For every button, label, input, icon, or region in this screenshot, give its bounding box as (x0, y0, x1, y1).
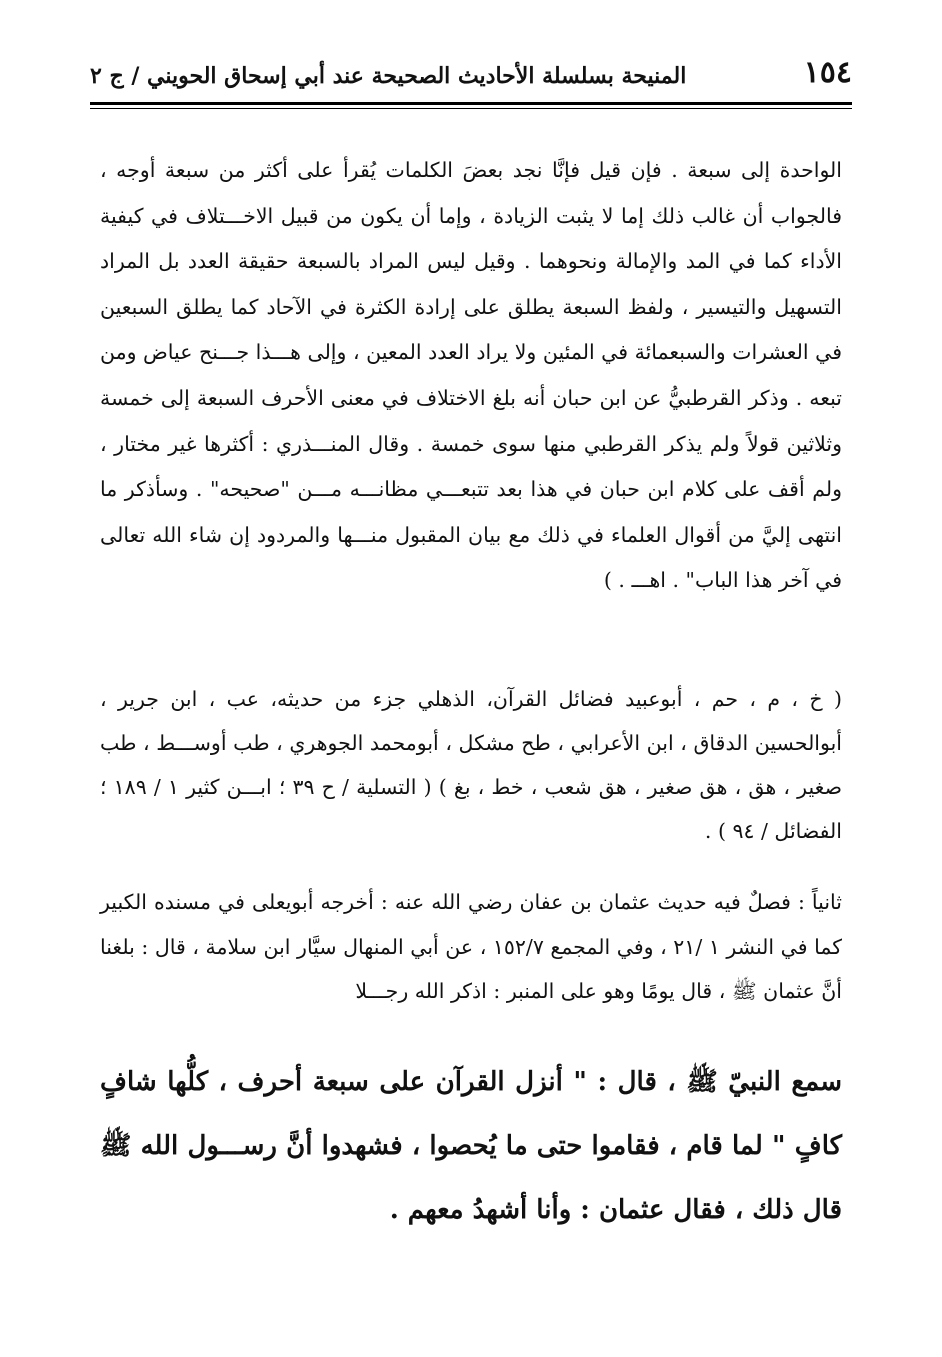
running-title: المنيحة بسلسلة الأحاديث الصحيحة عند أبي إسحاق الحويني / ج ٢ (90, 63, 687, 89)
page-number: ١٥٤ (803, 55, 852, 90)
page-header (90, 52, 852, 100)
header-rule-thick (90, 102, 852, 105)
paragraph-commentary: الواحدة إلى سبعة . فإن قيل فإنَّا نجد بعضَ الكلمات يُقرأ على أكثر من سبعة أوجه ، فالجواب أن غالب ذلك إما لا يثبت الزيادة ، وإما أن يكون من قبيل الاخـــتلاف في كيفية الأداء كما في المد والإمالة ونحوهما . وقيل ليس المراد بالسبعة حقيقة العدد بل المراد التسهيل والتيسير ، ولفظ السبعة يطلق على إرادة الكثرة في الآحاد كما يطلق السبعين في العشرات والسبعمائة في المئين ولا يراد العدد المعين ، وإلى هـــذا جـــنح عياض ومن تبعه . وذكر القرطبيُّ عن ابن حبان أنه بلغ الاختلاف في معنى الأحرف السبعة إلى خمسة وثلاثين قولاً ولم يذكر القرطبي منها سوى خمسة . وقال المنـــذري : أكثرها غير مختار ، ولم أقف على كلام ابن حبان في هذا بعد تتبعـــي مظانـــه مـــن "صحيحه" . وسأذكر ما انتهى إليَّ من أقوال العلماء في ذلك مع بيان المقبول منـــها والمردود إن شاء الله تعالى في آخر هذا الباب" . اهـــ . ) (100, 158, 842, 593)
paragraph-uthman-intro: ثانياً : فصلٌ فيه حديث عثمان بن عفان رضي الله عنه : أخرجه أبويعلى في مسنده الكبير كما في النشر ١ /٢١ ، وفي المجمع ١٥٢/٧ ، عن أبي المنهال سيَّار ابن سلامة ، قال : بلغنا أنَّ عثمان ﷺ ، قال يومًا وهو على المنبر : اذكر الله رجـــلا (100, 890, 842, 1003)
paragraph-sources: ( خ ، م ، حم ، أبوعبيد فضائل القرآن، الذهلي جزء من حديثه، عب ، ابن جرير ، أبوالحسين الدقاق ، ابن الأعرابي ، طح مشكل ، أبومحمد الجوهري ، طب أوســـط ، طب صغير ، هق ، هق صغير ، هق شعب ، خط ، بغ ) ( التسلية / ح ٣٩ ؛ ابـــن كثير ١ / ١٨٩ ؛ الفضائل / ٩٤ ) . (100, 687, 842, 843)
header-rule-thin (90, 108, 852, 109)
paragraph-hadith-text: سمع النبيّ ﷺ ، قال : " أنزل القرآن على سبعة أحرف ، كلُّها شافٍ كافٍ " لما قام ، فقاموا حتى ما يُحصوا ، فشهدوا أنَّ رســـول الله ﷺ قال ذلك ، فقال عثمان : وأنا أشهدُ معهم . (100, 1067, 842, 1225)
